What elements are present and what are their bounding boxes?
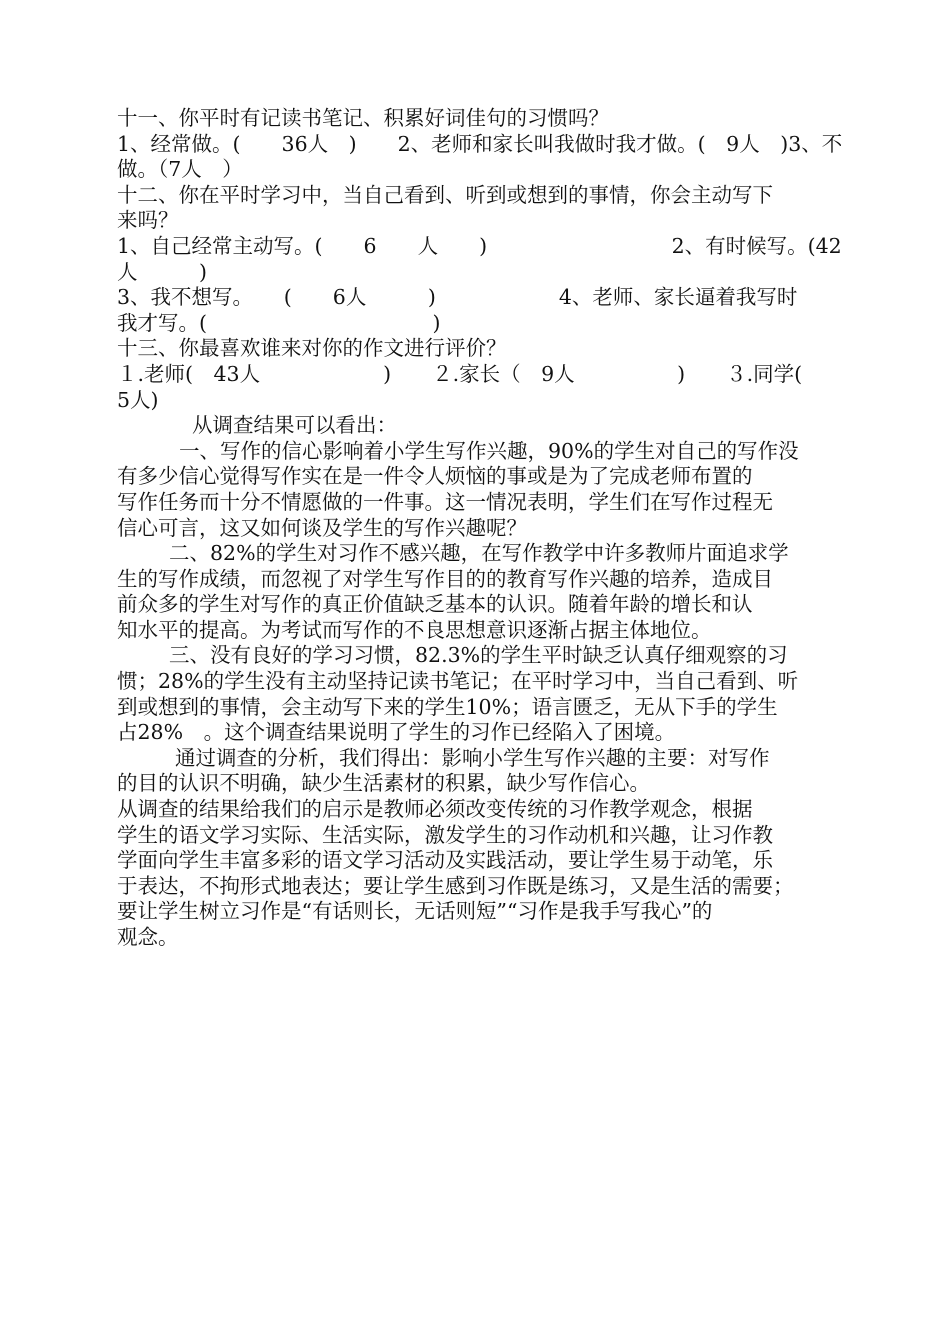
finding-3-line-2: 惯；28%的学生没有主动坚持记读书笔记；在平时学习中，当自己看到、听 [117, 669, 799, 694]
question-13-options-cont: 5人) [117, 387, 159, 412]
question-12-options-1: 1、自己经常主动写。( 6 人 ) 2、有时候写。(42 [117, 233, 842, 258]
question-11-options: 1、经常做。( 36人 ) 2、老师和家长叫我做时我才做。( 9人 )3、不 [117, 131, 843, 156]
implication-line-5: 要让学生树立习作是“有话则长，无话则短”“习作是我手写我心”的 [117, 899, 713, 924]
finding-1-line-2: 有多少信心觉得写作实在是一件令人烦恼的事或是为了完成老师布置的 [117, 464, 753, 489]
question-12-options-2: 3、我不想写。 ( 6人 ) 4、老师、家长逼着我写时 [117, 285, 798, 310]
finding-1-line-3: 写作任务而十分不情愿做的一件事。这一情况表明，学生们在写作过程无 [117, 489, 773, 514]
question-13-options: １.老师( 43人 ) ２.家长（ 9人 ) ３.同学( [117, 361, 803, 386]
question-12-options-1-cont: 人 ) [117, 259, 207, 284]
analysis-line-1: 通过调查的分析，我们得出：影响小学生写作兴趣的主要：对写作 [175, 745, 770, 770]
finding-2-line-3: 前众多的学生对写作的真正价值缺乏基本的认识。随着年龄的增长和认 [117, 592, 753, 617]
document-body [117, 106, 865, 951]
finding-1-line-4: 信心可言，这又如何谈及学生的写作兴趣呢？ [117, 515, 527, 540]
implication-line-4: 于表达，不拘形式地表达；要让学生感到习作既是练习，又是生活的需要； [117, 873, 794, 898]
finding-2-line-4: 知水平的提高。为考试而写作的不良思想意识逐渐占据主体地位。 [117, 617, 712, 642]
finding-1-line-1: 一、写作的信心影响着小学生写作兴趣，90%的学生对自己的写作没 [179, 438, 799, 463]
implication-line-2: 学生的语文学习实际、生活实际，激发学生的习作动机和兴趣，让习作教 [117, 822, 773, 847]
question-12-title: 十二、你在平时学习中，当自己看到、听到或想到的事情，你会主动写下 [117, 182, 773, 207]
implication-line-3: 学面向学生丰富多彩的语文学习活动及实践活动，要让学生易于动笔，乐 [117, 848, 773, 873]
question-13-title: 十三、你最喜欢谁来对你的作文进行评价？ [117, 336, 507, 361]
implication-line-1: 从调查的结果给我们的启示是教师必须改变传统的习作教学观念，根据 [117, 797, 753, 822]
question-11-options-cont: 做。（7人 ） [117, 157, 243, 182]
analysis-line-2: 的目的认识不明确，缺少生活素材的积累，缺少写作信心。 [117, 771, 650, 796]
finding-3-line-3: 到或想到的事情，会主动写下来的学生10%；语言匮乏，无从下手的学生 [117, 694, 778, 719]
question-12-options-2-cont: 我才写。( ) [117, 310, 441, 335]
conclusion-heading: 从调查结果可以看出： [192, 413, 397, 438]
finding-3-line-4: 占28% 。这个调查结果说明了学生的习作已经陷入了困境。 [117, 720, 676, 745]
question-12-title-cont: 来吗？ [117, 208, 179, 233]
implication-line-6: 观念。 [117, 925, 179, 949]
finding-2-line-1: 二、82%的学生对习作不感兴趣，在写作教学中许多教师片面追求学 [169, 541, 789, 566]
finding-3-line-1: 三、没有良好的学习习惯，82.3%的学生平时缺乏认真仔细观察的习 [169, 643, 788, 668]
question-11-title: 十一、你平时有记读书笔记、积累好词佳句的习惯吗？ [117, 106, 609, 130]
finding-2-line-2: 生的写作成绩，而忽视了对学生写作目的的教育写作兴趣的培养，造成目 [117, 566, 773, 591]
